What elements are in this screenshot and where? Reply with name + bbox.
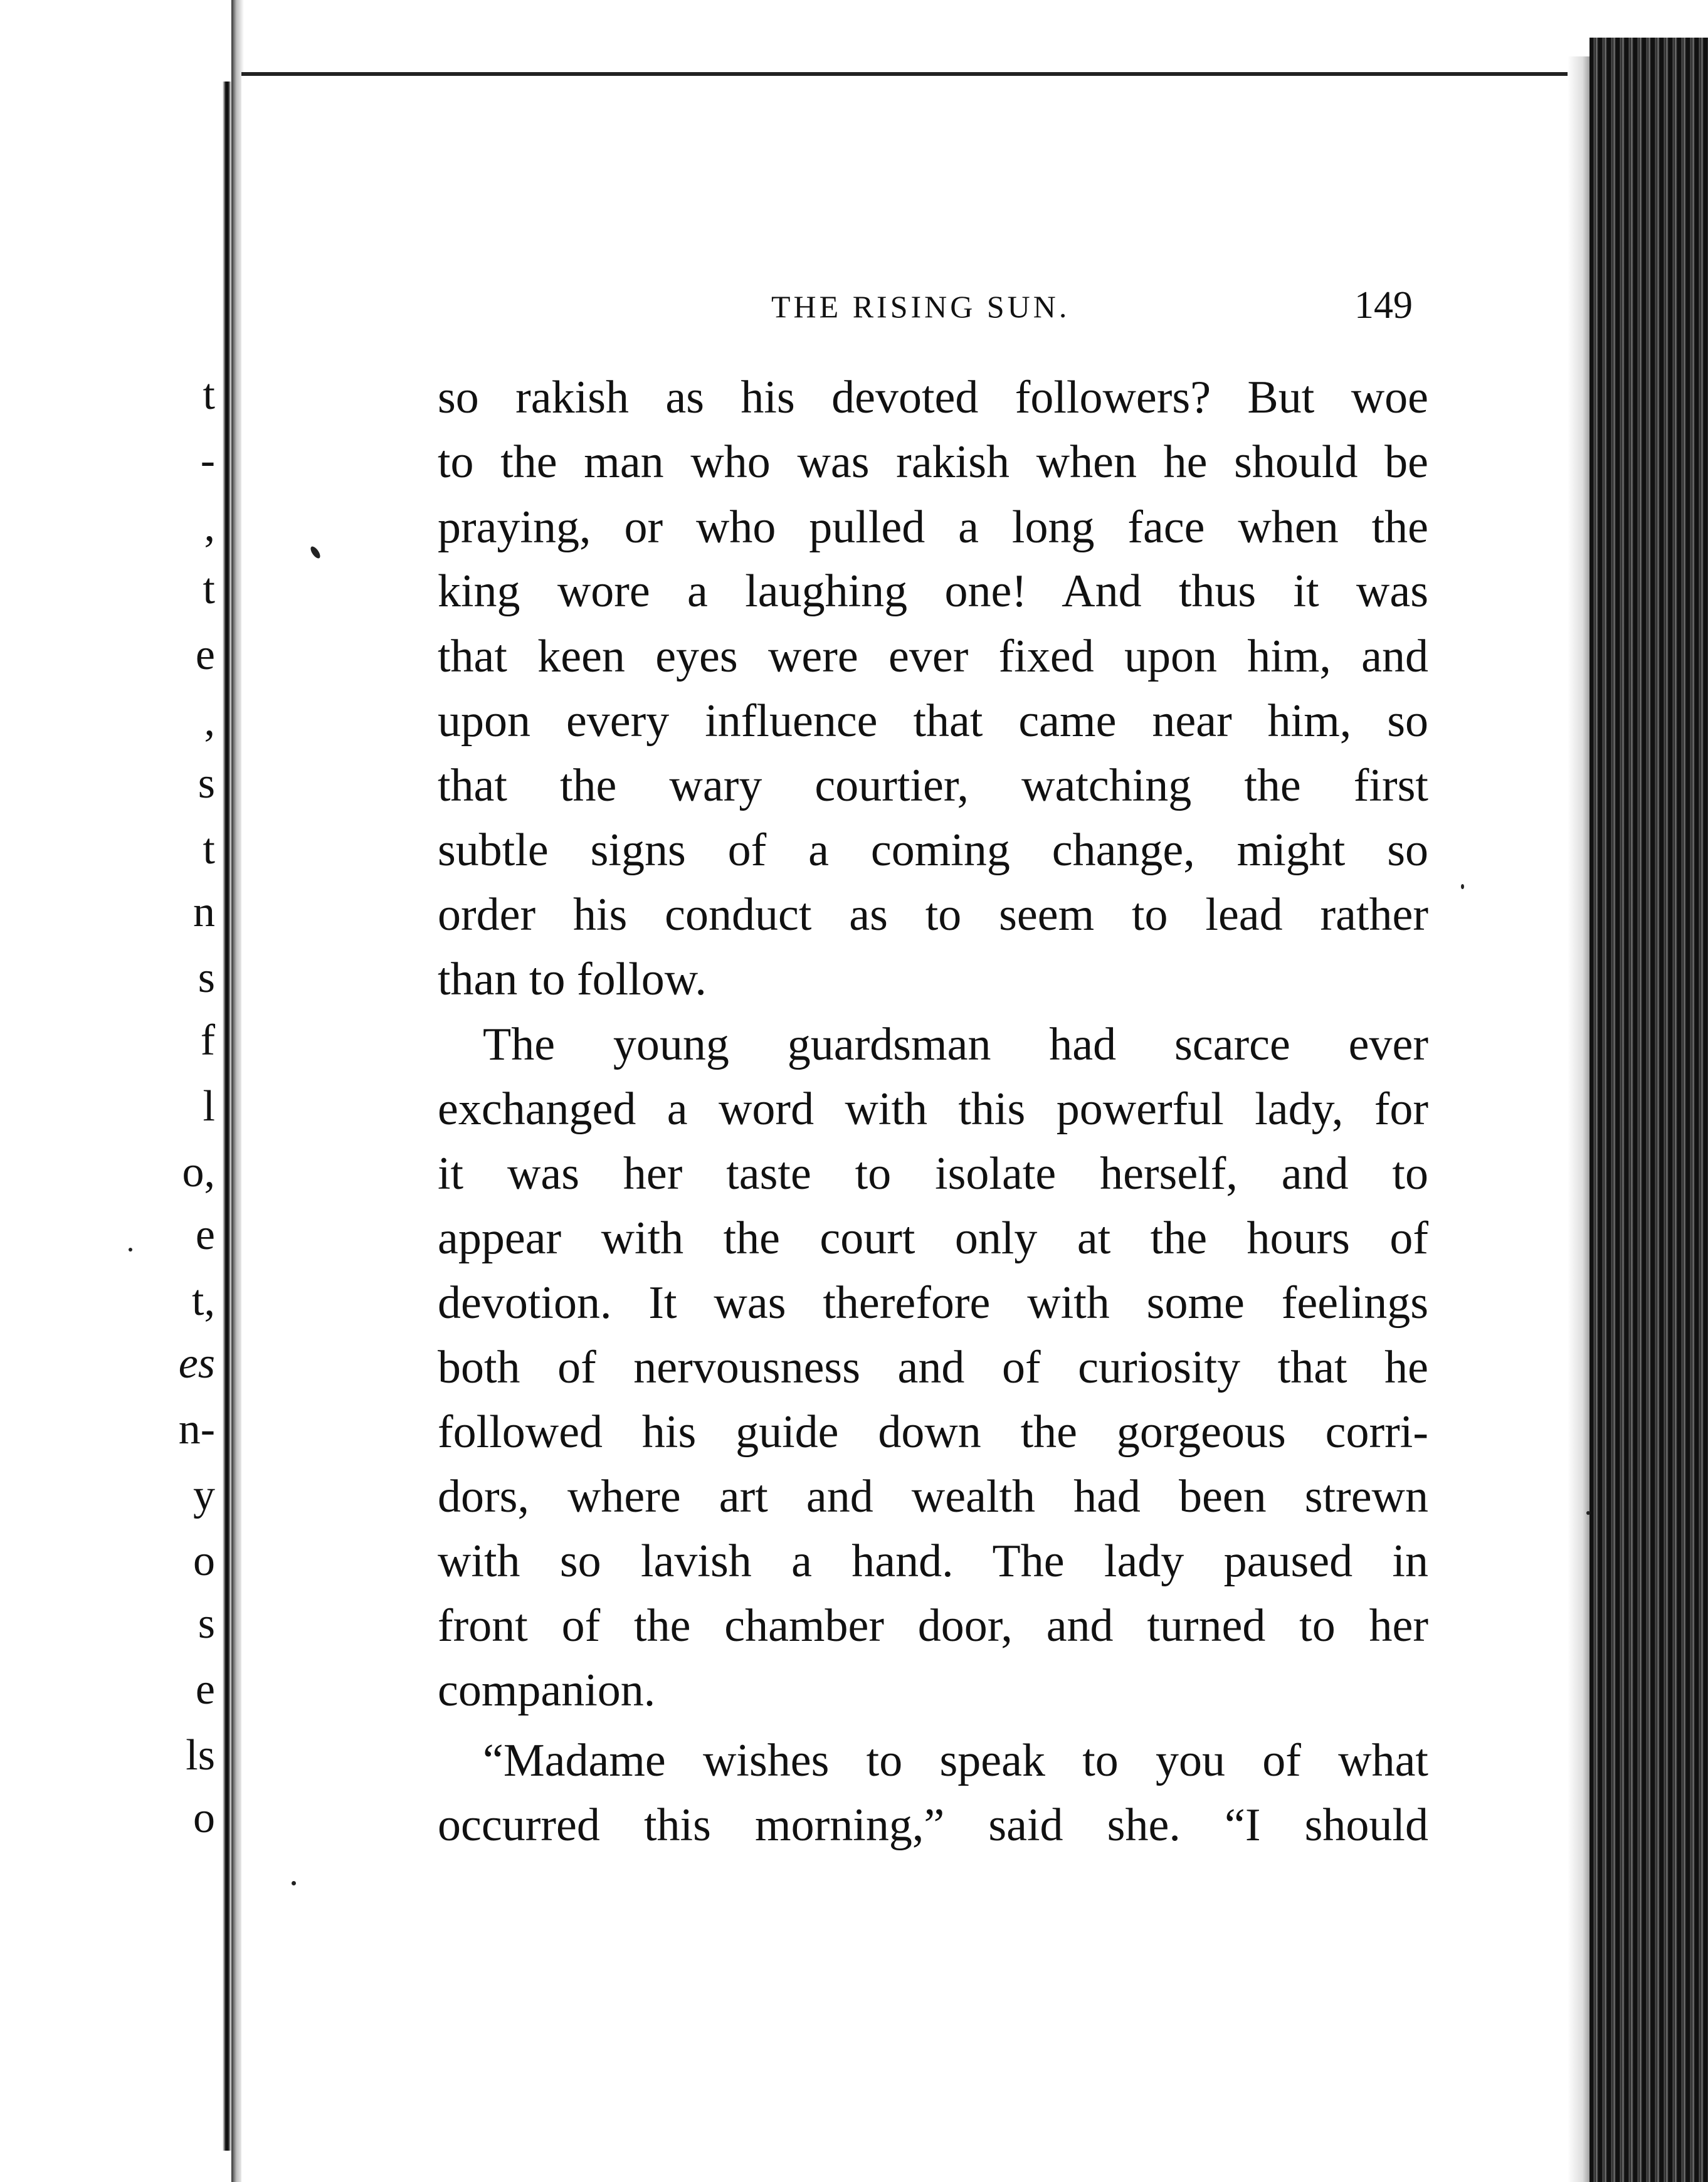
text-line: The young guardsman had scarce ever [483, 1019, 1428, 1070]
text-line: companion. [438, 1665, 656, 1716]
left-fragment: s [198, 1600, 215, 1648]
left-fragment: n [193, 888, 215, 936]
text-line: subtle signs of a coming change, might so [438, 825, 1428, 876]
left-fragment: ls [186, 1731, 215, 1779]
left-fragment: , [204, 697, 215, 745]
left-fragment: e [195, 1211, 215, 1259]
left-fragment: o [193, 1794, 215, 1842]
text-line: that the wary courtier, watching the first [438, 760, 1428, 811]
left-fragment: e [195, 1665, 215, 1714]
left-fragment: y [193, 1471, 215, 1519]
left-fragment: s [198, 954, 215, 1002]
page-edge-shadow [1568, 56, 1593, 2182]
text-line: so rakish as his devoted followers? But woe [438, 372, 1428, 423]
left-fragment: o [193, 1537, 215, 1585]
left-fragment: o, [182, 1148, 215, 1196]
page-number: 149 [1354, 284, 1413, 327]
left-fragment: t [203, 825, 215, 873]
left-fragment: l [203, 1082, 215, 1131]
left-fragment: e [195, 631, 215, 679]
text-line: praying, or who pulled a long face when the [438, 502, 1428, 553]
text-line: than to follow. [438, 954, 707, 1005]
text-line: to the man who was rakish when he should be [438, 436, 1428, 488]
text-line: exchanged a word with this powerful lady, for [438, 1083, 1428, 1135]
left-fragment: es [178, 1339, 215, 1388]
left-fragment: n- [178, 1405, 215, 1453]
left-fragment: - [200, 436, 215, 485]
text-line: devotion. It was therefore with some feelings [438, 1277, 1428, 1329]
book-page-stack-edge [1589, 38, 1708, 2182]
left-fragment: t, [192, 1277, 215, 1325]
left-fragment: t [203, 371, 215, 419]
text-line: appear with the court only at the hours of [438, 1213, 1428, 1264]
scan-speck [1586, 1511, 1590, 1515]
text-line: occurred this morning,” said she. “I should [438, 1800, 1428, 1851]
left-fragment: f [200, 1016, 215, 1065]
left-page-fragment [0, 0, 229, 2182]
running-head: THE RISING SUN. [771, 289, 1070, 324]
text-line: both of nervousness and of curiosity that he [438, 1342, 1428, 1393]
text-line: order his conduct as to seem to lead rather [438, 889, 1428, 941]
text-line: with so lavish a hand. The lady paused in [438, 1536, 1428, 1587]
left-fragment: , [204, 502, 215, 551]
text-line: upon every influence that came near him, so [438, 695, 1428, 747]
text-line: king wore a laughing one! And thus it was [438, 566, 1428, 617]
text-line: “Madame wishes to speak to you of what [483, 1735, 1428, 1786]
scan-speck [129, 1248, 132, 1252]
text-line: followed his guide down the gorgeous corri- [438, 1406, 1428, 1458]
scan-speck [1461, 884, 1464, 889]
left-page-edge [223, 82, 231, 2151]
left-fragment: s [198, 759, 215, 808]
text-line: dors, where art and wealth had been strewn [438, 1471, 1428, 1522]
left-fragment: t [203, 565, 215, 613]
text-line: it was her taste to isolate herself, and to [438, 1148, 1428, 1199]
scan-speck [292, 1881, 296, 1885]
text-line: that keen eyes were ever fixed upon him, and [438, 631, 1428, 682]
text-line: front of the chamber door, and turned to her [438, 1600, 1428, 1652]
